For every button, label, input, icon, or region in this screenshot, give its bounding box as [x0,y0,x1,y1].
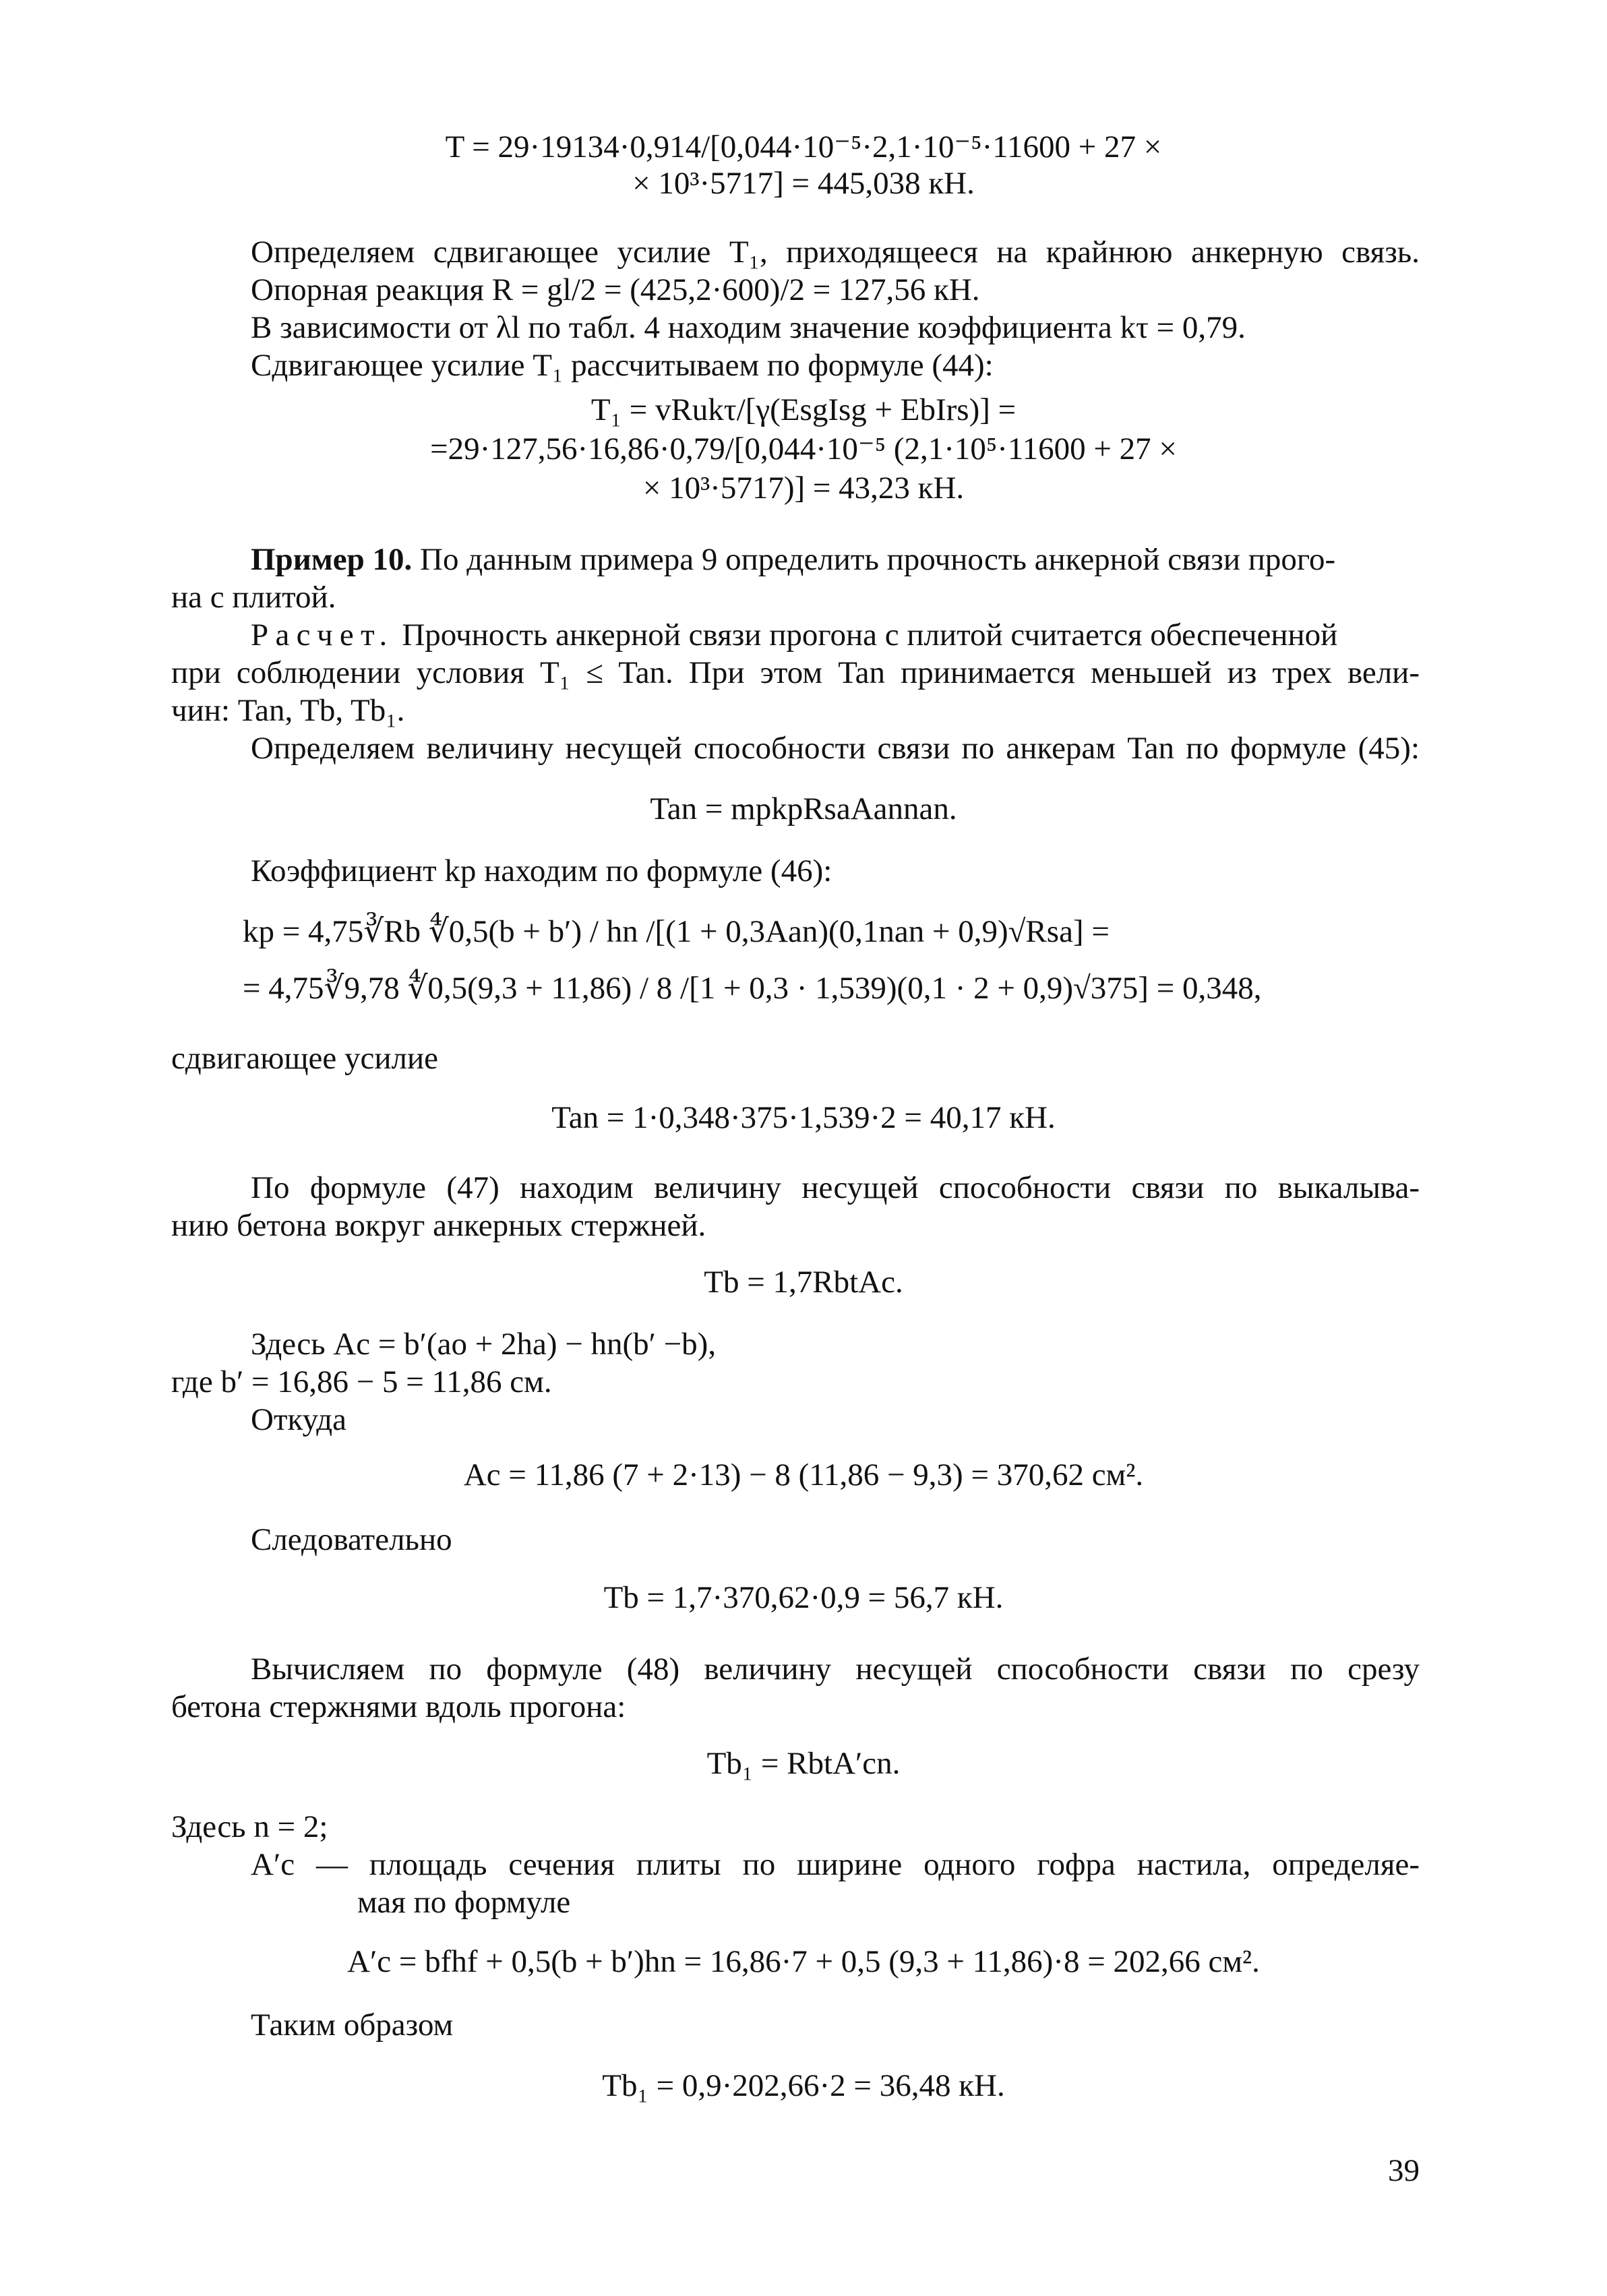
paragraph-line: Откуда [251,1402,346,1437]
equation-kp-line-1: kp = 4,75∛Rb ∜0,5(b + b′) / hn /[(1 + 0,3Aan)(0,1nan + 0,9)√Rsa] = [243,914,1110,949]
paragraph-line: Определяем сдвигающее усилие T₁, приходящееся на крайнюю анкерную связь. [251,235,1420,270]
paragraph-line: Таким образом [251,2007,454,2043]
paragraph-line: сдвигающее усилие [171,1041,439,1076]
paragraph-line: Вычисляем по формуле (48) величину несущей способности связи по срезу [251,1652,1420,1687]
paragraph-line: По формуле (47) находим величину несущей способности связи по выкалыва- [251,1170,1420,1205]
equation-A-prime-c: A′c = bfhf + 0,5(b + b′)hn = 16,86·7 + 0,5 (9,3 + 11,86)·8 = 202,66 см². [347,1944,1260,1979]
paragraph-line: где b′ = 16,86 − 5 = 11,86 см. [171,1364,552,1399]
calc-text: Прочность анкерной связи прогона с плитой считается обеспеченной [394,617,1338,653]
equation-Tan: Tan = mpkpRsaAannan. [650,791,957,826]
equation-T1-line-3: × 10³·5717)] = 43,23 кН. [642,471,965,506]
example-label: Пример 10. [251,542,413,577]
paragraph-line: В зависимости от λl по табл. 4 находим значение коэффициента kτ = 0,79. [251,310,1246,345]
calc-heading-line [251,615,1420,655]
example-text: По данным примера 9 определить прочность анкерной связи прого- [412,542,1336,577]
equation-T1-line-1: T₁ = vRukτ/[γ(EsgIsg + EbIrs)] = [590,392,1017,427]
paragraph-line: Следовательно [251,1522,452,1557]
example-heading-line [251,539,1420,580]
calc-label: Расчет. [251,617,394,653]
paragraph-line: при соблюдении условия T₁ ≤ Tan. При этом Tan принимается меньшей из трех вели- [171,655,1420,690]
equation-kp-line-2: = 4,75∛9,78 ∜0,5(9,3 + 11,86) / 8 /[1 + 0,3 · 1,539)(0,1 · 2 + 0,9)√375] = 0,348, [243,971,1262,1006]
paragraph-line: Здесь Ac = b′(ao + 2ha) − hn(b′ −b), [251,1327,717,1362]
equation-Tb-value: Tb = 1,7·370,62·0,9 = 56,7 кН. [603,1580,1004,1615]
paragraph-line: Коэффициент kp находим по формуле (46): [251,853,832,888]
equation-T-line-1: T = 29·19134·0,914/[0,044·10⁻⁵·2,1·10⁻⁵·11600 + 27 × [445,129,1162,164]
paragraph-line: чин: Tan, Tb, Tb₁. [171,693,405,728]
paragraph-line: Определяем величину несущей способности связи по анкерам Tan по формуле (45): [251,731,1420,766]
paragraph-line: мая по формуле [357,1885,571,1920]
equation-Ac: Ac = 11,86 (7 + 2·13) − 8 (11,86 − 9,3) = 370,62 см². [463,1457,1144,1492]
paragraph-line: Опорная реакция R = gl/2 = (425,2·600)/2 = 127,56 кН. [251,272,980,307]
equation-Tan-value: Tan = 1·0,348·375·1,539·2 = 40,17 кН. [551,1100,1056,1135]
paragraph-line: бетона стержнями вдоль прогона: [171,1689,626,1724]
paragraph-line: A′c — площадь сечения плиты по ширине одного гофра настила, определяе- [251,1847,1420,1882]
equation-T-line-2: × 10³·5717] = 445,038 кН. [632,166,975,201]
equation-T1-line-2: =29·127,56·16,86·0,79/[0,044·10⁻⁵ (2,1·10⁵·11600 + 27 × [430,431,1177,466]
paragraph-line: Здесь n = 2; [171,1809,328,1844]
page-number: 39 [1388,2153,1420,2188]
paragraph-line: на с плитой. [171,580,336,615]
equation-Tb1: Tb₁ = RbtA′cn. [706,1746,901,1781]
equation-Tb1-value: Tb₁ = 0,9·202,66·2 = 36,48 кН. [602,2068,1005,2103]
paragraph-line: Сдвигающее усилие T₁ рассчитываем по формуле (44): [251,348,994,383]
paragraph-line: нию бетона вокруг анкерных стержней. [171,1208,706,1243]
equation-Tb: Tb = 1,7RbtAc. [704,1265,903,1300]
